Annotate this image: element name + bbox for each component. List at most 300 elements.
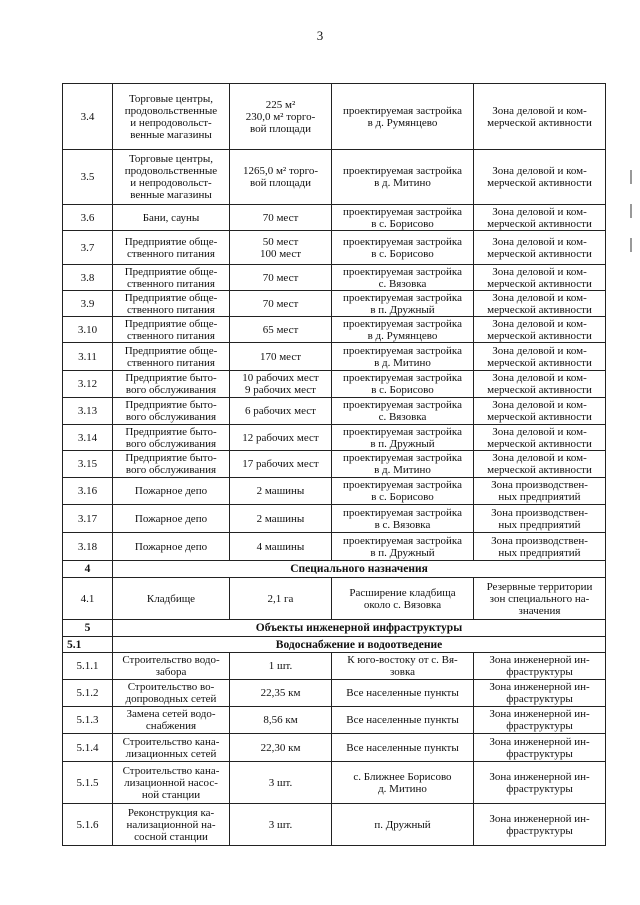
table-row	[63, 291, 606, 317]
zone-cell-line: Зона деловой и ком-	[492, 235, 587, 248]
location-cell-line: проектируемая застройка	[343, 235, 462, 248]
object-name-cell-line: допроводных сетей	[125, 693, 217, 705]
location-cell-line: в п. Дружный	[370, 303, 435, 316]
location-cell-line: проектируемая застройка	[343, 452, 462, 464]
object-name-cell	[113, 291, 230, 317]
zone-cell-line: мерческой активности	[487, 437, 592, 450]
zone-cell	[474, 578, 606, 620]
zone-cell	[474, 371, 606, 398]
location-cell	[332, 84, 474, 150]
row-number: 3.4	[63, 84, 113, 150]
location-cell	[332, 707, 474, 734]
zone-cell-line: мерческой активности	[487, 303, 592, 316]
table-row	[63, 653, 606, 680]
location-cell	[332, 265, 474, 291]
row-number: 5.1.4	[63, 734, 113, 762]
table-row	[63, 265, 606, 291]
object-name-cell	[113, 265, 230, 291]
capacity-cell	[230, 231, 332, 265]
capacity-cell-line: 70 мест	[262, 297, 299, 310]
location-cell-line: проектируемая застройка	[343, 506, 462, 519]
object-name-cell-line: Торговые центры,	[128, 153, 214, 165]
table-row	[63, 804, 606, 846]
capacity-cell	[230, 653, 332, 680]
location-cell	[332, 451, 474, 478]
capacity-cell-line: вой площади	[250, 177, 311, 189]
location-cell-line: проектируемая застройка	[343, 372, 462, 384]
zone-cell-line: Зона инженерной ин-	[489, 735, 590, 748]
object-name-cell-line: Предприятие быто-	[125, 452, 217, 464]
zone-cell-line: Резервные территории	[486, 580, 593, 593]
object-name-cell-line: Строительство водо-	[122, 654, 220, 666]
object-name-cell-line: ственного питания	[127, 247, 215, 260]
location-cell-line: проектируемая застройка	[343, 265, 462, 278]
object-name-cell-line: и непродовольст-	[130, 116, 212, 129]
capacity-cell	[230, 734, 332, 762]
table-row	[63, 707, 606, 734]
location-cell-line: в с. Вязовка	[374, 518, 431, 531]
capacity-cell-line: вой площади	[250, 122, 311, 135]
object-name-cell-line: ственного питания	[127, 303, 215, 316]
capacity-cell	[230, 505, 332, 533]
table-row	[63, 734, 606, 762]
zone-cell	[474, 533, 606, 561]
section-row	[63, 620, 606, 637]
location-cell	[332, 804, 474, 846]
section-number: 5.1	[63, 637, 113, 653]
zone-cell	[474, 653, 606, 680]
location-cell	[332, 680, 474, 707]
capacity-cell-line: 65 мест	[262, 323, 299, 336]
row-number: 3.16	[63, 478, 113, 505]
object-name-cell-line: ной станции	[141, 788, 201, 801]
capacity-cell	[230, 578, 332, 620]
capacity-cell-line: 70 мест	[262, 211, 299, 224]
zone-cell-line: Зона деловой и ком-	[492, 205, 587, 218]
zone-cell-line: ных предприятий	[498, 518, 581, 531]
section-number: 5	[63, 620, 113, 637]
zone-cell	[474, 505, 606, 533]
object-name-cell-line: Пожарное депо	[134, 485, 208, 497]
location-cell-line: проектируемая застройка	[343, 425, 462, 438]
capacity-cell-line: 6 рабочих мест	[245, 405, 316, 417]
capacity-cell	[230, 451, 332, 478]
zone-cell-line: Зона деловой и ком-	[492, 291, 587, 304]
location-cell	[332, 533, 474, 561]
zone-cell-line: фраструктуры	[506, 824, 573, 837]
table-row	[63, 680, 606, 707]
row-number: 3.14	[63, 425, 113, 451]
object-name-cell-line: снабжения	[145, 720, 197, 732]
object-name-cell-line: Предприятие обще-	[124, 317, 218, 330]
zone-cell-line: фраструктуры	[506, 747, 573, 760]
capacity-cell-line: 12 рабочих мест	[242, 431, 319, 444]
section-row	[63, 637, 606, 653]
location-cell-line: в д. Румянцево	[367, 116, 438, 129]
scan-marks	[630, 170, 634, 272]
object-name-cell-line: венные магазины	[130, 128, 212, 141]
zone-cell	[474, 205, 606, 231]
location-cell-line: проектируемая застройка	[343, 534, 462, 547]
zone-cell-line: мерческой активности	[487, 177, 592, 189]
capacity-cell-line: 3 шт.	[268, 818, 293, 831]
object-name-cell-line: Предприятие обще-	[124, 265, 218, 278]
zone-cell-line: мерческой активности	[487, 329, 592, 342]
location-cell-line: в п. Дружный	[370, 437, 435, 450]
zone-cell-line: Зона деловой и ком-	[492, 372, 587, 384]
location-cell-line: проектируемая застройка	[343, 291, 462, 304]
object-name-cell-line: сосной станции	[134, 830, 208, 843]
object-name-cell-line: Предприятие быто-	[125, 372, 217, 384]
zone-cell-line: Зона деловой и ком-	[492, 425, 587, 438]
capacity-cell-line: 230,0 м² торго-	[245, 110, 316, 123]
zone-cell-line: мерческой активности	[487, 356, 592, 369]
table-row	[63, 317, 606, 343]
capacity-cell	[230, 533, 332, 561]
object-name-cell	[113, 371, 230, 398]
object-name-cell	[113, 505, 230, 533]
zone-cell-line: Зона инженерной ин-	[489, 770, 590, 783]
zone-cell-line: зон специального на-	[489, 592, 590, 605]
zone-cell-line: Зона деловой и ком-	[492, 317, 587, 330]
object-name-cell-line: вого обслуживания	[125, 437, 217, 450]
object-name-cell	[113, 680, 230, 707]
zone-cell-line: Зона деловой и ком-	[492, 265, 587, 278]
zone-cell	[474, 451, 606, 478]
zone-cell-line: фраструктуры	[506, 720, 573, 732]
object-name-cell	[113, 205, 230, 231]
capacity-cell	[230, 707, 332, 734]
section-title: Объекты инженерной инфраструктуры	[113, 620, 606, 637]
row-number: 3.9	[63, 291, 113, 317]
location-cell	[332, 653, 474, 680]
object-name-cell-line: забора	[155, 666, 187, 678]
object-name-cell	[113, 84, 230, 150]
location-cell	[332, 343, 474, 371]
object-name-cell	[113, 398, 230, 425]
location-cell-line: в д. Румянцево	[367, 329, 438, 342]
zone-cell	[474, 478, 606, 505]
zone-cell-line: Зона производствен-	[491, 506, 588, 519]
location-cell-line: в д. Митино	[374, 177, 431, 189]
location-cell	[332, 231, 474, 265]
facilities-table	[62, 83, 606, 846]
object-name-cell-line: ственного питания	[127, 277, 215, 290]
zone-cell-line: фраструктуры	[506, 782, 573, 795]
object-name-cell-line: Предприятие обще-	[124, 344, 218, 357]
location-cell-line: в д. Митино	[374, 464, 431, 476]
location-cell	[332, 478, 474, 505]
zone-cell	[474, 231, 606, 265]
table-row	[63, 371, 606, 398]
location-cell-line: проектируемая застройка	[343, 399, 462, 411]
capacity-cell-line: 2,1 га	[267, 592, 294, 605]
object-name-cell-line: Замена сетей водо-	[126, 708, 216, 720]
capacity-cell-line: 4 машины	[256, 540, 305, 553]
zone-cell-line: фраструктуры	[506, 693, 573, 705]
object-name-cell	[113, 451, 230, 478]
object-name-cell	[113, 478, 230, 505]
zone-cell-line: мерческой активности	[487, 384, 592, 396]
table-row	[63, 578, 606, 620]
capacity-cell	[230, 150, 332, 205]
row-number: 3.13	[63, 398, 113, 425]
capacity-cell-line: 2 машины	[256, 485, 305, 497]
row-number: 5.1.3	[63, 707, 113, 734]
table-row	[63, 84, 606, 150]
object-name-cell-line: Строительство кана-	[122, 735, 220, 748]
zone-cell-line: Зона инженерной ин-	[489, 654, 590, 666]
location-cell-line: в с. Борисово	[371, 491, 434, 503]
location-cell	[332, 578, 474, 620]
row-number: 5.1.1	[63, 653, 113, 680]
location-cell	[332, 150, 474, 205]
location-cell-line: с. Вязовка	[378, 277, 427, 290]
location-cell	[332, 205, 474, 231]
object-name-cell	[113, 343, 230, 371]
zone-cell	[474, 265, 606, 291]
zone-cell-line: значения	[518, 604, 561, 617]
zone-cell-line: Зона инженерной ин-	[489, 812, 590, 825]
location-cell-line: с. Ближнее Борисово	[353, 770, 452, 783]
capacity-cell-line: 170 мест	[259, 350, 302, 363]
location-cell-line: около с. Вязовка	[363, 598, 442, 611]
section-title: Специального назначения	[113, 561, 606, 578]
capacity-cell-line: 8,56 км	[263, 714, 298, 726]
row-number: 5.1.2	[63, 680, 113, 707]
zone-cell	[474, 84, 606, 150]
zone-cell	[474, 680, 606, 707]
table-row	[63, 478, 606, 505]
zone-cell	[474, 734, 606, 762]
zone-cell-line: мерческой активности	[487, 247, 592, 260]
location-cell	[332, 505, 474, 533]
object-name-cell-line: продовольственные	[124, 104, 218, 117]
object-name-cell-line: Предприятие быто-	[125, 399, 217, 411]
location-cell-line: Все населенные пункты	[346, 687, 459, 699]
row-number: 3.17	[63, 505, 113, 533]
table-row	[63, 398, 606, 425]
capacity-cell	[230, 478, 332, 505]
location-cell-line: проектируемая застройка	[343, 317, 462, 330]
section-title: Водоснабжение и водоотведение	[113, 637, 606, 653]
object-name-cell-line: вого обслуживания	[125, 464, 217, 476]
capacity-cell-line: 2 машины	[256, 512, 305, 525]
zone-cell-line: Зона производствен-	[491, 479, 588, 491]
zone-cell-line: ных предприятий	[498, 546, 581, 559]
location-cell-line: в д. Митино	[374, 356, 431, 369]
location-cell-line: проектируемая застройка	[343, 479, 462, 491]
table-row	[63, 425, 606, 451]
table-row	[63, 205, 606, 231]
object-name-cell-line: Торговые центры,	[128, 92, 214, 105]
location-cell-line: в с. Борисово	[371, 384, 434, 396]
location-cell	[332, 398, 474, 425]
location-cell-line: проектируемая застройка	[343, 205, 462, 218]
zone-cell	[474, 425, 606, 451]
capacity-cell	[230, 398, 332, 425]
zone-cell-line: Зона инженерной ин-	[489, 708, 590, 720]
row-number: 3.12	[63, 371, 113, 398]
location-cell-line: зовка	[389, 666, 416, 678]
zone-cell-line: Зона деловой и ком-	[492, 344, 587, 357]
object-name-cell-line: Бани, сауны	[142, 211, 200, 224]
row-number: 3.10	[63, 317, 113, 343]
object-name-cell	[113, 425, 230, 451]
location-cell-line: проектируемая застройка	[343, 104, 462, 117]
object-name-cell-line: венные магазины	[130, 189, 212, 201]
location-cell	[332, 425, 474, 451]
location-cell-line: Все населенные пункты	[346, 714, 459, 726]
location-cell-line: К юго-востоку от с. Вя-	[347, 654, 458, 666]
capacity-cell-line: 100 мест	[259, 247, 302, 260]
object-name-cell-line: нализационной на-	[126, 818, 216, 831]
object-name-cell	[113, 150, 230, 205]
capacity-cell-line: 70 мест	[262, 271, 299, 284]
location-cell-line: в с. Борисово	[371, 217, 434, 230]
object-name-cell-line: и непродовольст-	[130, 177, 212, 189]
row-number: 3.8	[63, 265, 113, 291]
zone-cell-line: мерческой активности	[487, 411, 592, 423]
table-row	[63, 150, 606, 205]
object-name-cell-line: ственного питания	[127, 329, 215, 342]
zone-cell	[474, 150, 606, 205]
object-name-cell-line: Строительство во-	[127, 681, 215, 693]
zone-cell	[474, 762, 606, 804]
capacity-cell-line: 17 рабочих мест	[242, 458, 319, 470]
zone-cell-line: фраструктуры	[506, 666, 573, 678]
location-cell	[332, 291, 474, 317]
location-cell-line: проектируемая застройка	[343, 165, 462, 177]
zone-cell	[474, 343, 606, 371]
table-row	[63, 533, 606, 561]
row-number: 4.1	[63, 578, 113, 620]
location-cell-line: в п. Дружный	[370, 546, 435, 559]
object-name-cell-line: Предприятие обще-	[124, 291, 218, 304]
capacity-cell	[230, 205, 332, 231]
capacity-cell-line: 3 шт.	[268, 776, 293, 789]
object-name-cell	[113, 578, 230, 620]
location-cell-line: с. Вязовка	[378, 411, 427, 423]
capacity-cell-line: 22,35 км	[260, 687, 301, 699]
object-name-cell	[113, 804, 230, 846]
zone-cell-line: мерческой активности	[487, 217, 592, 230]
object-name-cell-line: вого обслуживания	[125, 411, 217, 423]
object-name-cell-line: ственного питания	[127, 356, 215, 369]
table-row	[63, 231, 606, 265]
zone-cell	[474, 804, 606, 846]
zone-cell	[474, 398, 606, 425]
row-number: 5.1.5	[63, 762, 113, 804]
zone-cell-line: мерческой активности	[487, 277, 592, 290]
object-name-cell-line: Реконструкция ка-	[127, 806, 215, 819]
row-number: 3.11	[63, 343, 113, 371]
capacity-cell-line: 1 шт.	[268, 660, 293, 672]
zone-cell-line: Зона деловой и ком-	[492, 165, 587, 177]
location-cell-line: д. Митино	[378, 782, 427, 795]
object-name-cell	[113, 653, 230, 680]
zone-cell-line: мерческой активности	[487, 464, 592, 476]
location-cell-line: Расширение кладбища	[349, 586, 456, 599]
object-name-cell-line: Строительство кана-	[122, 764, 220, 777]
table-row	[63, 451, 606, 478]
page-number: 3	[316, 28, 324, 43]
capacity-cell-line: 1265,0 м² торго-	[242, 165, 319, 177]
capacity-cell	[230, 804, 332, 846]
location-cell-line: Все населенные пункты	[346, 741, 459, 754]
table-row	[63, 505, 606, 533]
zone-cell-line: мерческой активности	[487, 116, 592, 129]
row-number: 3.18	[63, 533, 113, 561]
object-name-cell-line: лизационных сетей	[125, 747, 217, 760]
capacity-cell-line: 10 рабочих мест	[242, 372, 319, 384]
zone-cell-line: Зона производствен-	[491, 534, 588, 547]
capacity-cell-line: 22,30 км	[260, 741, 301, 754]
object-name-cell-line: лизационной насос-	[124, 776, 218, 789]
zone-cell	[474, 707, 606, 734]
zone-cell-line: Зона инженерной ин-	[489, 681, 590, 693]
capacity-cell	[230, 265, 332, 291]
object-name-cell	[113, 317, 230, 343]
object-name-cell	[113, 533, 230, 561]
object-name-cell-line: Пожарное депо	[134, 540, 208, 553]
section-number: 4	[63, 561, 113, 578]
capacity-cell	[230, 343, 332, 371]
table-row	[63, 762, 606, 804]
object-name-cell-line: Предприятие обще-	[124, 235, 218, 248]
zone-cell-line: ных предприятий	[498, 491, 581, 503]
zone-cell	[474, 317, 606, 343]
capacity-cell	[230, 84, 332, 150]
object-name-cell-line: Кладбище	[146, 592, 196, 605]
capacity-cell	[230, 762, 332, 804]
capacity-cell	[230, 680, 332, 707]
row-number: 3.5	[63, 150, 113, 205]
row-number: 3.6	[63, 205, 113, 231]
object-name-cell	[113, 734, 230, 762]
row-number: 3.7	[63, 231, 113, 265]
object-name-cell-line: Предприятие быто-	[125, 425, 217, 438]
zone-cell-line: Зона деловой и ком-	[492, 399, 587, 411]
object-name-cell	[113, 707, 230, 734]
object-name-cell	[113, 762, 230, 804]
zone-cell-line: Зона деловой и ком-	[492, 104, 587, 117]
location-cell-line: проектируемая застройка	[343, 344, 462, 357]
object-name-cell-line: вого обслуживания	[125, 384, 217, 396]
location-cell-line: в с. Борисово	[371, 247, 434, 260]
location-cell	[332, 734, 474, 762]
zone-cell	[474, 291, 606, 317]
capacity-cell-line: 225 м²	[265, 98, 296, 111]
object-name-cell	[113, 231, 230, 265]
location-cell	[332, 762, 474, 804]
location-cell	[332, 317, 474, 343]
capacity-cell	[230, 425, 332, 451]
capacity-cell	[230, 371, 332, 398]
row-number: 3.15	[63, 451, 113, 478]
location-cell-line: п. Дружный	[374, 818, 431, 831]
zone-cell-line: Зона деловой и ком-	[492, 452, 587, 464]
table-row	[63, 343, 606, 371]
capacity-cell	[230, 291, 332, 317]
location-cell	[332, 371, 474, 398]
capacity-cell-line: 9 рабочих мест	[245, 384, 316, 396]
object-name-cell-line: продовольственные	[124, 165, 218, 177]
row-number: 5.1.6	[63, 804, 113, 846]
capacity-cell	[230, 317, 332, 343]
capacity-cell-line: 50 мест	[262, 235, 299, 248]
section-row	[63, 561, 606, 578]
